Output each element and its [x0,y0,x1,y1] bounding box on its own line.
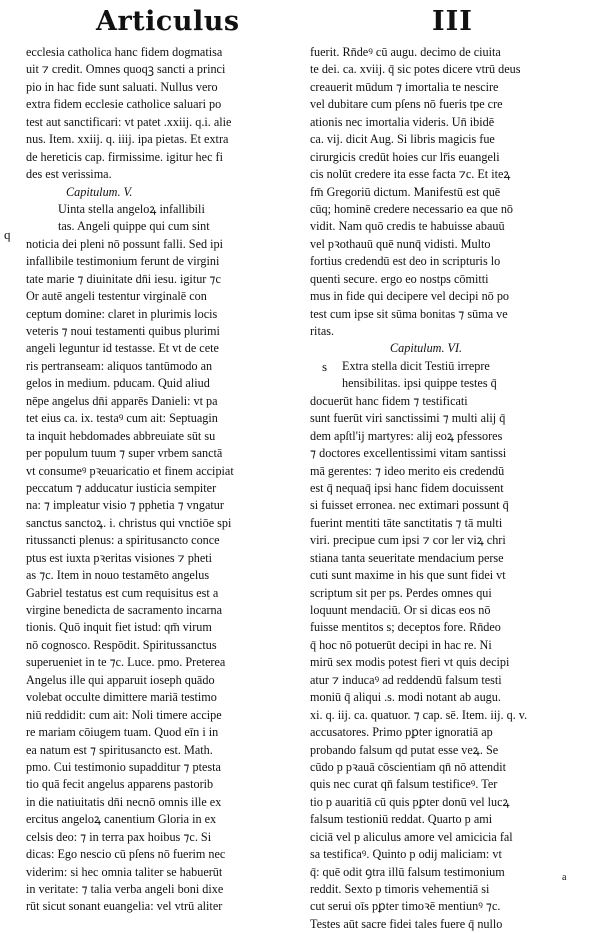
text-line: virgine benedicta de sacramento incarna [26,603,223,617]
text-line: sunt fuerūt viri sanctissimi ⁊ multi alij q̄ [310,411,506,426]
text-line: te dei. ca. xviij. q̄ sic potes dicere vtrū deus [310,62,521,77]
text-line: quis nec curat qn̄ falsum testificeꝰ. Ter [310,777,498,792]
text-line: scriptum sit per ps. Perdes omnes qui [310,585,492,600]
text-line: test cum ipse sit sūma bonitas ⁊ sūma ve [310,306,508,321]
text-line: noticia dei pleni nō possunt falli. Sed ipi [26,236,224,251]
text-line: na: ⁊ impleatur visio ⁊ pphetia ⁊ vngatur [26,498,224,513]
text-line: viri. precipue cum ipsi ⁊ cor ler viꝝ chri [310,533,506,548]
text-line: cis nolūt credere ita esse facta ⁊c. Et iteꝝ [310,167,511,182]
text-line: creauerit mūdum ⁊ imortalia te nescire [310,79,499,94]
text-line: Testes aūt sacre fidei tales fuere q̄ nullo [310,916,503,931]
text-line: per populum tuum ⁊ super vrbem sanctā [26,446,223,461]
chapter-heading: Capitulum. V. [66,184,133,199]
text-line: tio p auaritiā cū quis pꝑter donū vel lucꝝ [310,794,510,809]
text-line: extra fidem ecclesie catholice saluari po [26,97,222,112]
text-line: viderim: si hec omnia taliter se habuerūt [26,864,223,879]
text-line: cūdo p pꝛauā cōscientiam qn̄ nō attendit [310,759,506,774]
text-line: atur ⁊ inducaꝰ ad reddendū falsum testi [310,672,502,687]
text-line: ea natum est ⁊ spiritusancto est. Math. [26,742,213,757]
text-line: superueniet in te ⁊c. Luce. pmo. Preterea [26,655,226,670]
text-line: docuerūt hanc fidem ⁊ testificati [310,393,468,408]
text-line: ciciā vel p aliculus amore vel amicicia fal [310,829,513,844]
text-line: nō cognosco. Respōdit. Spiritussanctus [26,637,217,652]
text-line: ta inquit hebdomades abbreuiate sūt su [26,428,216,443]
text-line: infallibile testimonium ferunt de virgini [26,254,220,269]
text-line: Extra stella dicit Testiū irrepre [342,358,490,373]
text-line: vel dubitare cum pſens nō fueris tpe cre [310,97,503,112]
text-line: mirū sex modis potest fieri vt quis decipi [310,655,510,670]
left-text-column [26,44,306,916]
running-head-title: Articulus [96,6,240,37]
text-line: ptus est iuxta pꝛeritas visiones ⁊ pheti [26,550,213,565]
text-line: reddit. Sexto p timoris vehementiā si [310,882,490,896]
text-line: gelos in medium. pducam. Quid aliud [26,376,210,391]
text-line: ris pertranseam: aliquos tantūmodo an [26,358,213,373]
text-line: tas. Angeli quippe qui cum sint [58,219,210,234]
text-line: Or autē angeli testentur virginalē con [26,289,207,304]
text-line: ceptum domine: claret in plurimis locis [26,306,218,321]
text-line: est q̄ nequaq̄ ipsi hanc fidem docuissent [310,480,504,495]
text-line: sa testificaꝰ. Quinto p odij maliciam: vt [310,847,502,862]
text-line: volebat occulte dimittere mariā testimo [26,690,217,705]
text-line: Angelus ille qui apparuit ioseph quādo [26,672,215,687]
initial-guide-letter: s [322,359,328,374]
page-number: III [432,6,473,37]
text-line: fortius credendū est deo in scripturis lo [310,254,501,269]
text-line: moniū q̄ aliqui .s. modi notant ab augu. [310,690,501,705]
text-line: tate marie ⁊ diuinitate dn̄i iesu. igitur ⁊c [26,271,221,286]
text-line: si fuisset erronea. nec extimari possunt q̄ [310,498,509,513]
text-line: cūq; hominē credere necessario ea que nō [310,201,514,216]
signature-mark: a [562,872,567,883]
text-line: stiana tanta seueritate mendacium perse [310,550,504,565]
initial-guide-letter: q [4,227,11,242]
text-line: q̄: quē odit ꝯtra illū falsum testimonium [310,864,505,879]
text-line: fuerint mentiti tāte sanctitatis ⁊ tā multi [310,515,503,530]
text-line: tionis. Quō inquit fiet istud: qm̄ virum [26,620,212,635]
text-line: dem apſtl'ij martyres: alij eoꝝ pfessores [310,428,503,443]
running-head [0,4,603,46]
text-line: re mariam cōiugem tuam. Quod eīn i in [26,725,219,740]
text-line: rūt sicut sonant euangelia: vel vtrū aliter [26,899,223,914]
text-line: vidit. Nam quō credis te habuisse abauū [310,219,505,234]
text-line: vel pꝛothauū quē nunq̄ vidisti. Multo [310,236,491,251]
text-line: cirurgicis credūt hoies cur lr̄is euangeli [310,149,500,164]
text-line: angeli leguntur id testasse. Et vt de cete [26,341,219,356]
text-line: celsis deo: ⁊ in terra pax hoibus ⁊c. Si [26,829,212,844]
text-line: uit ⁊ credit. Omnes quoqꝫ sancti a princi [26,62,226,77]
text-line: nēpe angelus dn̄i apparēs Danieli: vt pa [26,393,218,408]
text-line: hensibilitas. ipsi quippe testes q̄ [342,376,497,391]
text-line: ⁊ doctores excellentissimi vitam santissi [310,446,507,461]
text-line: test aut sanctificari: vt patet .xxiij. q.i. alie [26,114,232,129]
text-line: tio quā fecit angelus apparens pastorib [26,777,214,792]
text-line: sanctus sanctoꝝ. i. christus qui vnctiōe spi [26,515,232,530]
text-line: Gabriel testatus est cum requisitus est a [26,585,219,600]
text-line: fuisse mentitos s; deceptos fore. Rn̄deo [310,620,501,635]
text-line: quenti secure. ergo eo nostps cōmitti [310,271,489,286]
text-line: in die natiuitatis dn̄i necnō omnis ille ex [26,794,222,809]
text-line: vt consumeꝰ pꝛeuaricatio et finem accipiat [26,463,234,478]
text-line: Uinta stella angeloꝝ infallibili [58,201,205,216]
text-line: fm̄ Gregoriū dictum. Manifestū est quē [310,184,501,199]
text-line: accusatores. Primo pꝑter ignoratiā ap [310,725,493,740]
text-line: cut serui oīs pꝑter timoꝛē mentiunꝰ ⁊c. [310,899,501,914]
text-line: xi. q. iij. ca. quatuor. ⁊ cap. sē. Item. iij. q. v. [310,707,528,722]
text-line: loquunt mendaciū. Or si dicas eos nō [310,603,491,617]
chapter-heading: Capitulum. VI. [390,341,463,356]
text-line: pmo. Cui testimonio supadditur ⁊ ptesta [26,759,221,774]
text-line: fuerit. Rn̄deꝰ cū augu. decimo de ciuita [310,45,501,59]
text-line: ecclesia catholica hanc fidem dogmatisa [26,45,223,59]
text-line: ercitus angeloꝝ canentium Gloria in ex [26,812,217,827]
text-line: in veritate: ⁊ talia verba angeli boni dixe [26,882,224,896]
text-line: cuti sunt maxime in his que sunt fidei vt [310,568,506,583]
text-line: mus in fide qui decipere vel decipi nō po [310,289,510,304]
text-line: pio in hac fide sunt saluati. Nullus vero [26,79,218,94]
text-line: ca. vij. dicit Aug. Si libris magicis fue [310,132,495,147]
text-line: ritas. [310,324,335,338]
text-line: ritussancti plenus: a spiritusancto conce [26,533,220,548]
text-line: nus. Item. xxiij. q. iiij. ipa pietas. Et extra [26,132,229,147]
text-line: de hereticis cap. firmissime. igitur hec fi [26,149,223,164]
text-line: niū reddidit: cum ait: Noli timere accipe [26,707,222,722]
text-line: peccatum ⁊ adducatur iusticia sempiter [26,480,217,495]
text-line: dicas: Ego nescio cū pſens nō fuerim nec [26,847,226,862]
text-line: as ⁊c. Item in nouo testamēto angelus [26,568,210,583]
text-line: probando falsum qd putat esse veꝝ. Se [310,742,499,757]
text-line: ationis nec imortalia videris. Un̄ ibidē [310,114,495,129]
text-line: falsum testioniū reddat. Quarto p ami [310,812,493,827]
text-line: q̄ hoc nō potuerūt decipi in hac re. Ni [310,637,492,652]
text-line: tet eius ca. ix. testaꝰ cum ait: Septuagin [26,411,218,426]
text-line: mā gerentes: ⁊ ideo merito eis credendū [310,463,505,478]
right-text-column [310,44,586,933]
text-line: des est verissima. [26,167,112,182]
text-line: veteris ⁊ noui testamenti quibus plurimi [26,324,220,338]
